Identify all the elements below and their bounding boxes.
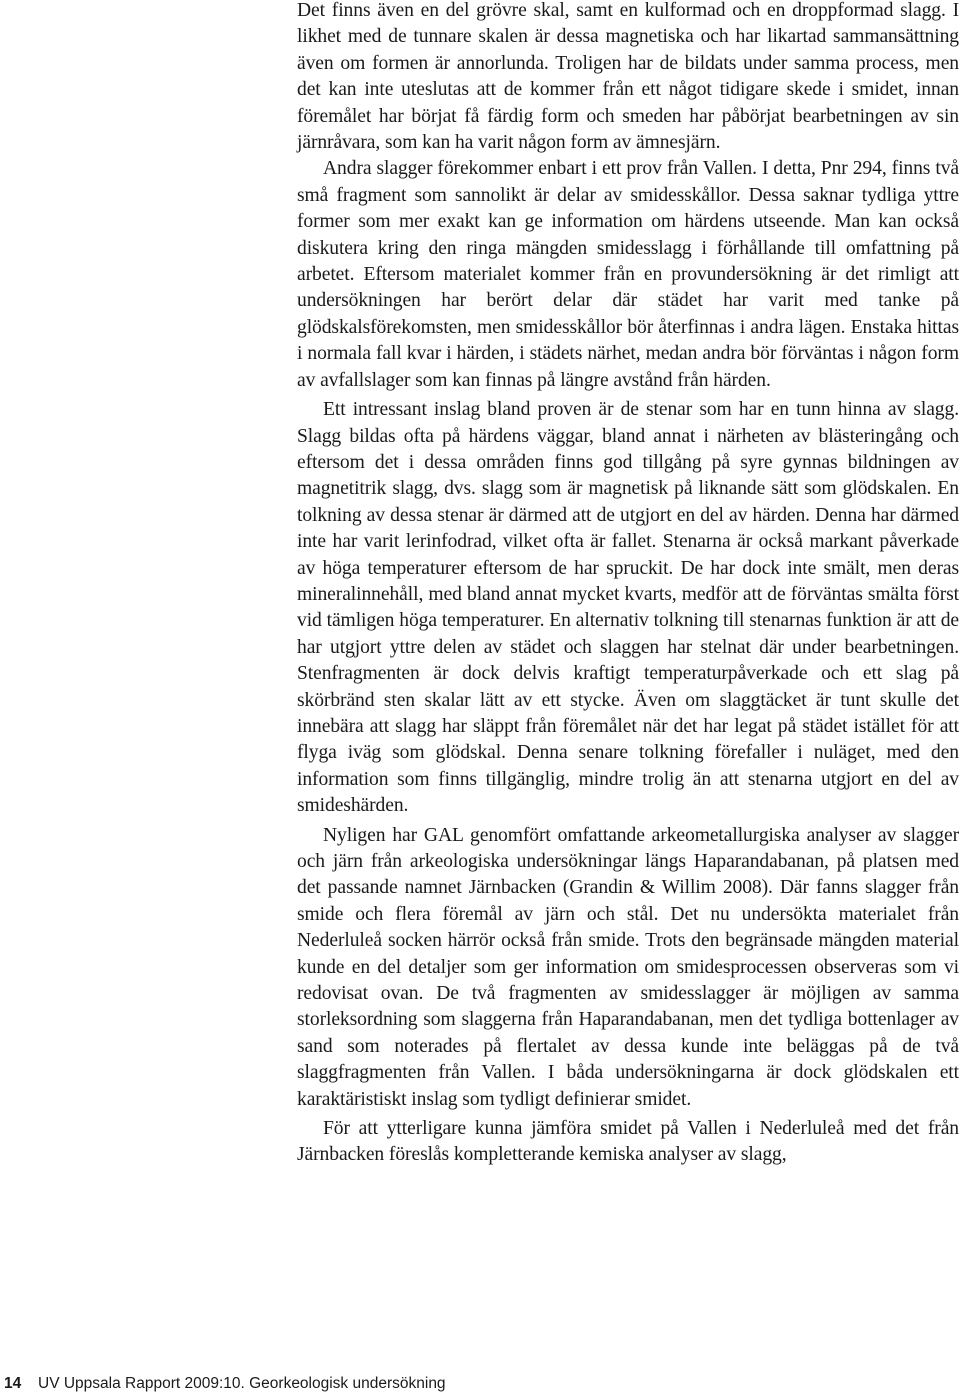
paragraph-4: Nyligen har GAL genomfört omfattande arkeometallurgiska analyser av slagger och järn från arkeologiska undersökningar längs Haparandabanan, på platsen med det passande namnet Järnbacken (Grandin & Willim 2008). Där fanns slagger från smide och flera föremål av järn och stål. Det nu undersökta materialet från Nederluleå socken härrör också från smide. Trots den begränsade mängden material kunde en del detaljer som ger information om smidesprocessen observeras som vi redovisat ovan. De två fragmenten av smidesslagger är möjligen av samma storleksordning som slaggerna från Haparandabanan, men det tydliga bottenlager av sand som noterades på flertalet av dessa kunde inte beläggas på de två slaggfragmenten från Vallen. I båda undersökningarna är dock glödskalen ett karaktäristiskt inslag som tydligt definierar smidet. xyxy=(297,824,959,1110)
body-text xyxy=(297,0,959,1169)
paragraph-3: Ett intressant inslag bland proven är de stenar som har en tunn hinna av slagg. Slagg bildas ofta på härdens väggar, bland annat i närheten av blästeringång och eftersom det i dessa områden finns god tillgång på syre gynnas bildningen av magnetitrik slagg, dvs. slagg som är magnetisk på liknande sätt som glödskalen. En tolkning av dessa stenar är därmed att de utgjort en del av härden. Denna har därmed inte har varit lerinfodrad, vilket ofta är fallet. Stenarna är också markant påverkade av höga temperaturer eftersom de har spruckit. De har dock inte smält, men deras mineralinnehåll, med bland annat mycket kvarts, medför att de förväntas smälta först vid tämligen höga temperaturer. En alternativ tolkning till stenarnas funktion är att de har utgjort yttre delen av städet och slaggen har stelnat där under bearbetningen. Stenfragmenten är dock delvis kraftigt temperaturpåverkade och ett slag på skörbränd sten skalar lätt av ett stycke. Även om slaggtäcket är tunt skulle det innebära att slagg har släppt från föremålet när det har legat på städet istället för att flyga iväg som glödskal. Denna senare tolkning förefaller i nuläget, med den information som finns tillgänglig, mindre trolig än att stenarna utgjort en del av smideshärden. xyxy=(297,399,959,817)
publication-title: UV Uppsala Rapport 2009:10. Georkeologisk undersökning xyxy=(38,1375,446,1392)
page-number: 14 xyxy=(4,1375,22,1392)
paragraph-1: Det finns även en del grövre skal, samt en kulformad och en droppformad slagg. I likhet med de tunnare skalen är dessa magnetiska och har likartad sammansättning även om formen är annorlunda. Troligen har de bildats under samma process, men det kan inte uteslutas att de kommer från ett något tidigare skede i smidet, innan föremålet har börjat få färdig form och smeden har påbörjat bearbetningen av sin järnråvara, som kan ha varit någon form av ämnesjärn. xyxy=(297,0,959,154)
paragraph-5: För att ytterligare kunna jämföra smidet på Vallen i Nederluleå med det från Järnbacken föreslås kompletterande kemiska analyser av slagg, xyxy=(297,1118,959,1166)
page-footer xyxy=(4,1374,446,1394)
paragraph-2: Andra slagger förekommer enbart i ett prov från Vallen. I detta, Pnr 294, finns två små fragment som sannolikt är delar av smidesskållor. Dessa saknar tydliga yttre former som mer exakt kan ge information om härdens utseende. Man kan också diskutera kring den ringa mängden smidesslagg i förhållande till omfattning på arbetet. Eftersom materialet kommer från en provundersökning är det rimligt att undersökningen har berört delar där städet har varit med tanke på glödskalsförekomsten, men smidesskållor bör återfinnas i andra lägen. Enstaka hittas i normala fall kvar i härden, i städets närhet, medan andra bör förväntas i någon form av avfallslager som kan finnas på längre avstånd från härden. xyxy=(297,158,959,391)
